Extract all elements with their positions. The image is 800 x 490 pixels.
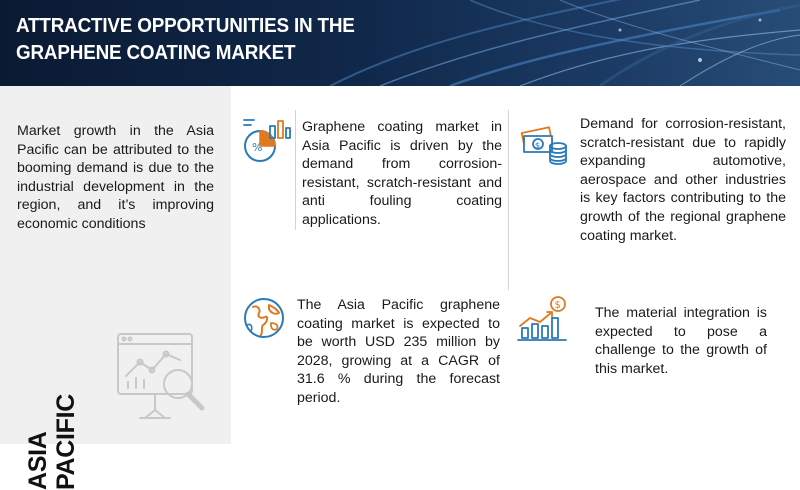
percent-chart-icon — [240, 116, 292, 166]
header-banner — [0, 0, 800, 86]
money-coins-icon — [520, 122, 568, 166]
globe-icon — [241, 295, 287, 341]
analytics-magnifier-icon — [110, 318, 214, 428]
left-panel — [0, 86, 231, 490]
page-title-line-1: ATTRACTIVE OPPORTUNITIES IN THE — [16, 14, 355, 37]
page-title — [16, 12, 355, 66]
region-label-line-2: PACIFIC — [52, 393, 80, 490]
divider — [508, 110, 509, 290]
insight-card-1-text: Graphene coating market in Asia Pacific is driven by the demand from corrosion-resistant, scratch-resistant and anti fouling coating applications. — [302, 119, 502, 228]
svg-text:%: % — [252, 141, 263, 154]
insight-card-4-text: The material integration is expected to pose a challenge to the growth of this market. — [595, 305, 767, 377]
insight-card-3-text: The Asia Pacific graphene coating market is expected to be worth USD 235 million by 2028, growing at a CAGR of 31.6 % during the forecast period. — [297, 297, 500, 406]
page-title-line-2: GRAPHENE COATING MARKET — [16, 41, 296, 64]
insight-card-2-text: Demand for corrosion-resistant, scratch-resistant due to rapidly expanding automotive, aerospace and other industries is key factors contributing to the growth of the regional graphene coating market. — [580, 116, 786, 244]
region-label-line-1: ASIA — [24, 431, 52, 490]
divider — [295, 110, 296, 230]
growth-chart-dollar-icon — [516, 294, 572, 344]
svg-text:$: $ — [554, 300, 561, 311]
svg-text:$: $ — [535, 141, 541, 150]
region-label — [24, 394, 80, 490]
region-summary-text: Market growth in the Asia Pacific can be attributed to the booming demand is due to the industrial development in the region, and it’s improving economic conditions — [17, 123, 214, 232]
